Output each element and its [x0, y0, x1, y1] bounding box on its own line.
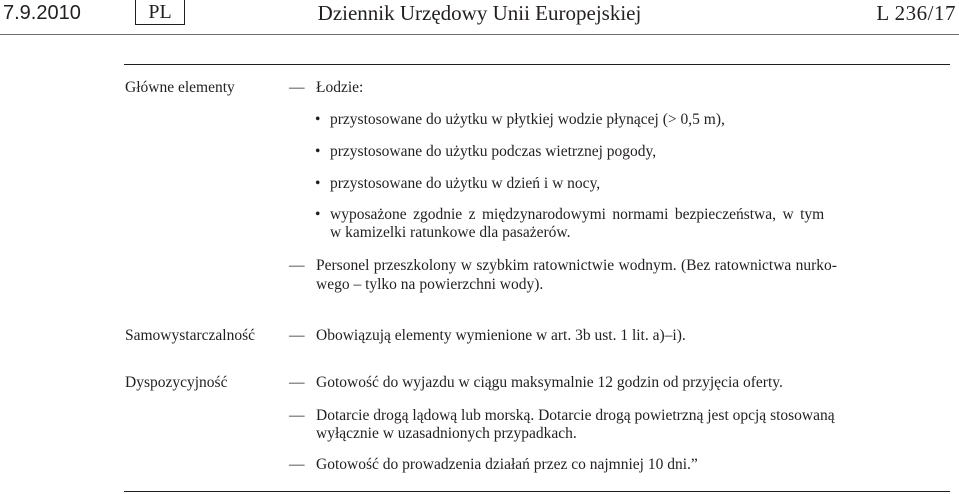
page-header [0, 0, 959, 34]
list-item: przystosowane do użytku w dzień i w nocy, [330, 175, 601, 192]
dash-mark: — [289, 257, 305, 274]
list-item-continuation: w kamizelki ratunkowe dla pasażerów. [330, 224, 571, 241]
list-item: przystosowane do użytku podczas wietrznej pogody, [330, 143, 657, 160]
list-item-continuation: wyłącznie w uzasadnionych przypadkach. [316, 425, 577, 442]
list-item: Gotowość do wyjazdu w ciągu maksymalnie 12 godzin od przyjęcia oferty. [316, 374, 783, 391]
row-label-availability: Dyspozycyjność [125, 374, 228, 391]
row-label-main-elements: Główne elementy [125, 79, 235, 96]
bullet-mark: • [315, 175, 321, 192]
table-bottom-rule [124, 491, 950, 492]
bullet-mark: • [315, 206, 321, 223]
page-reference: L 236/17 [876, 1, 956, 25]
list-item: Gotowość do prowadzenia działań przez co najmniej 10 dni.” [316, 456, 698, 473]
journal-title: Dziennik Urzędowy Unii Europejskiej [317, 1, 642, 25]
row-label-self-sufficiency: Samowystarczalność [125, 327, 255, 344]
list-item: Dotarcie drogą lądową lub morską. Dotarcie drogą powietrzną jest opcją stosowaną [316, 407, 835, 424]
list-item: Obowiązują elementy wymienione w art. 3b ust. 1 lit. a)–i). [316, 327, 686, 344]
list-item-continuation: wego – tylko na powierzchni wody). [316, 276, 544, 293]
publication-date: 7.9.2010 [3, 2, 81, 24]
language-code-box: PL [135, 0, 185, 25]
header-rule [0, 34, 959, 35]
dash-mark: — [289, 407, 305, 424]
bullet-mark: • [315, 143, 321, 160]
list-item: wyposażone zgodnie z międzynarodowymi normami bezpieczeństwa, w tym [330, 206, 825, 223]
list-item: Łodzie: [316, 79, 364, 96]
list-item: Personel przeszkolony w szybkim ratownictwie wodnym. (Bez ratownictwa nurko- [316, 257, 837, 274]
dash-mark: — [289, 79, 305, 96]
bullet-mark: • [315, 111, 321, 128]
table-top-rule [124, 64, 950, 65]
dash-mark: — [289, 374, 305, 391]
dash-mark: — [289, 456, 305, 473]
dash-mark: — [289, 327, 305, 344]
list-item: przystosowane do użytku w płytkiej wodzie płynącej (> 0,5 m), [330, 111, 725, 128]
